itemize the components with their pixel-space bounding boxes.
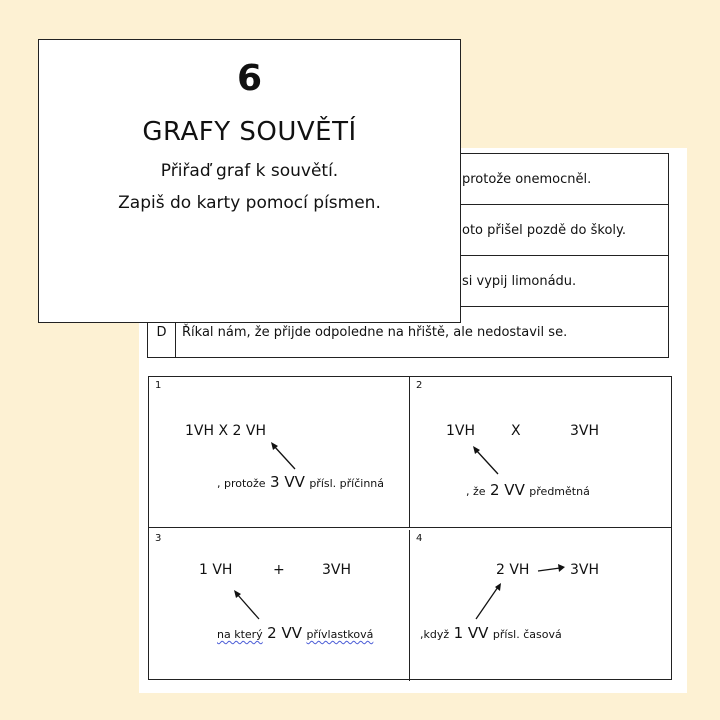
graph-operator: +: [273, 562, 285, 578]
sentence-text: oto přišel pozdě do školy.: [462, 223, 626, 238]
arrow-icon: [149, 377, 409, 527]
graph-cell-1: [149, 377, 410, 528]
graph-main-clauses: 1VH X 2 VH: [185, 423, 266, 439]
arrow-icon: [149, 530, 409, 680]
graph-cell-2: [410, 377, 671, 528]
graph-number: 3: [155, 533, 162, 544]
graph-sub-clause: , protože 3 VV přísl. příčinná: [217, 473, 385, 491]
graph-clause-a: 2 VH: [496, 562, 530, 578]
graph-number: 1: [155, 380, 162, 391]
sentence-text: protože onemocněl.: [462, 172, 592, 187]
graph-sub-clause: ,když 1 VV přísl. časová: [420, 624, 562, 642]
sentence-text: si vypij limonádu.: [462, 274, 577, 289]
graph-sub-clause: , že 2 VV předmětná: [466, 481, 590, 499]
graph-clause-a: 1 VH: [199, 562, 233, 578]
arrow-icon: [410, 377, 670, 527]
card-instruction: Přiřaď graf k souvětí.: [160, 161, 339, 181]
graph-cell-3: [149, 530, 410, 681]
sentence-text: Říkal nám, že přijde odpoledne na hřiště, ale nedostavil se.: [182, 325, 568, 340]
graph-sub-clause: na který 2 VV přívlastková: [217, 624, 374, 642]
graph-clause-b: 3VH: [322, 562, 352, 578]
arrow-icon: [410, 530, 670, 680]
graph-number: 2: [416, 380, 423, 391]
graph-cell-4: [410, 530, 671, 681]
graph-operator: X: [511, 423, 521, 439]
card-number: 6: [236, 58, 263, 99]
graph-clause-b: 3VH: [570, 562, 600, 578]
graph-clause-b: 3VH: [570, 423, 600, 439]
graph-clause-a: 1VH: [446, 423, 476, 439]
sentence-letter: D: [148, 307, 176, 358]
graph-number: 4: [416, 533, 423, 544]
graph-grid: [148, 376, 672, 680]
task-card: [38, 39, 461, 323]
card-instruction: Zapiš do karty pomocí písmen.: [118, 193, 381, 213]
card-title: GRAFY SOUVĚTÍ: [142, 117, 357, 147]
